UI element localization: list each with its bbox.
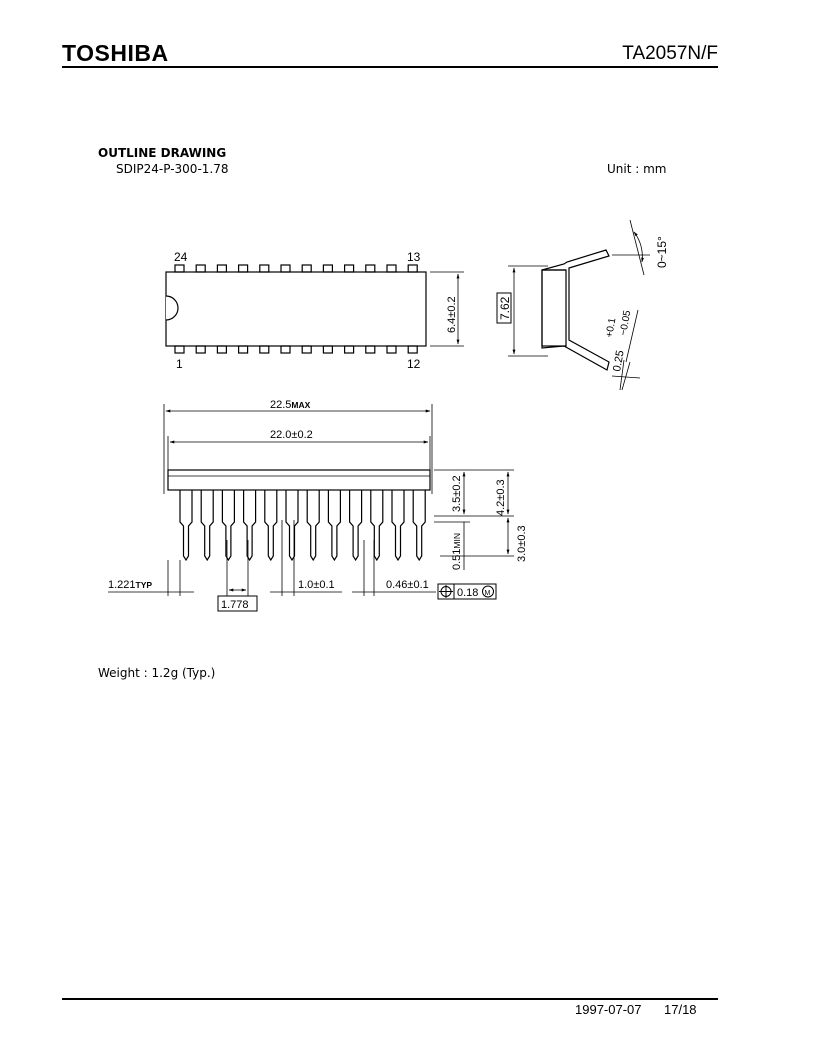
bottom-pins [175,346,417,353]
footer-rule [62,998,718,1000]
front-leads [180,490,425,560]
body-width-label: 6.4±0.2 [446,296,458,333]
footer-date: 1997-07-07 [575,1002,642,1017]
toshiba-logo: TOSHIBA [62,40,169,66]
pin-stub [217,265,226,272]
pin-stub [196,346,205,353]
pin-stub [387,265,396,272]
row-spacing-label: 7.62 [498,296,512,320]
lead-width-label: 0.46±0.1 [386,579,429,591]
side-view [497,220,650,390]
footer-page: 17/18 [664,1002,697,1017]
lead [371,490,383,560]
total-height-label: 4.2±0.3 [495,479,507,516]
pin-stub [239,265,248,272]
pin-13-label: 13 [407,250,421,264]
pin-24-label: 24 [174,250,188,264]
lead-thickness-label: 0.25 [611,349,627,373]
top-view [166,265,464,353]
pin-stub [217,346,226,353]
pin-1-label: 1 [176,357,183,371]
package-body-front [168,470,430,490]
tolerance-value: 0.18 [457,587,479,599]
pin-stub [323,265,332,272]
length-max-label: 22.5MAX [270,399,311,411]
pin-stub [196,265,205,272]
lead [307,490,319,560]
pin-stub [281,346,290,353]
section-title: OUTLINE DRAWING [98,146,227,160]
pin-stub [260,265,269,272]
end-offset-label: 1.221TYP [108,579,153,591]
angle-label: 0~15° [655,236,669,268]
tolerance-modifier: M [484,590,491,597]
lead [180,490,192,560]
pin-stub [387,346,396,353]
shoulder-width-label: 1.0±0.1 [298,579,335,591]
pin-12-label: 12 [407,357,421,371]
pin-stub [302,346,311,353]
pin-stub [366,265,375,272]
pin-stub [366,346,375,353]
lead [222,490,234,560]
weight-note: Weight : 1.2g (Typ.) [98,666,216,680]
notch [166,296,178,320]
pin-stub [408,265,417,272]
pin-stub [281,265,290,272]
package-code: SDIP24-P-300-1.78 [116,162,229,176]
pin-stub [302,265,311,272]
standoff-label: 0.51MIN [451,532,463,570]
lead [392,490,404,560]
part-number: TA2057N/F [622,43,718,64]
lead [350,490,362,560]
lead [244,490,256,560]
pin-stub [345,346,354,353]
lead-length-label: 3.0±0.3 [516,525,528,562]
lead-thickness-minus: −0.05 [618,309,634,337]
pin-stub [323,346,332,353]
lead [286,490,298,560]
lead-thickness-plus: +0.1 [604,317,619,339]
top-pins [175,265,417,272]
lead [201,490,213,560]
pin-stub [408,346,417,353]
pin-stub [175,265,184,272]
pin-stub [239,346,248,353]
body-height-label: 3.5±0.2 [451,475,463,512]
lead [413,490,425,560]
unit-label: Unit : mm [607,162,667,176]
pin-stub [345,265,354,272]
pin-stub [175,346,184,353]
pin-stub [260,346,269,353]
pitch-label: 1.778 [221,599,249,611]
lead [265,490,277,560]
lead [328,490,340,560]
length-label: 22.0±0.2 [270,429,313,441]
package-body-top [166,272,426,346]
